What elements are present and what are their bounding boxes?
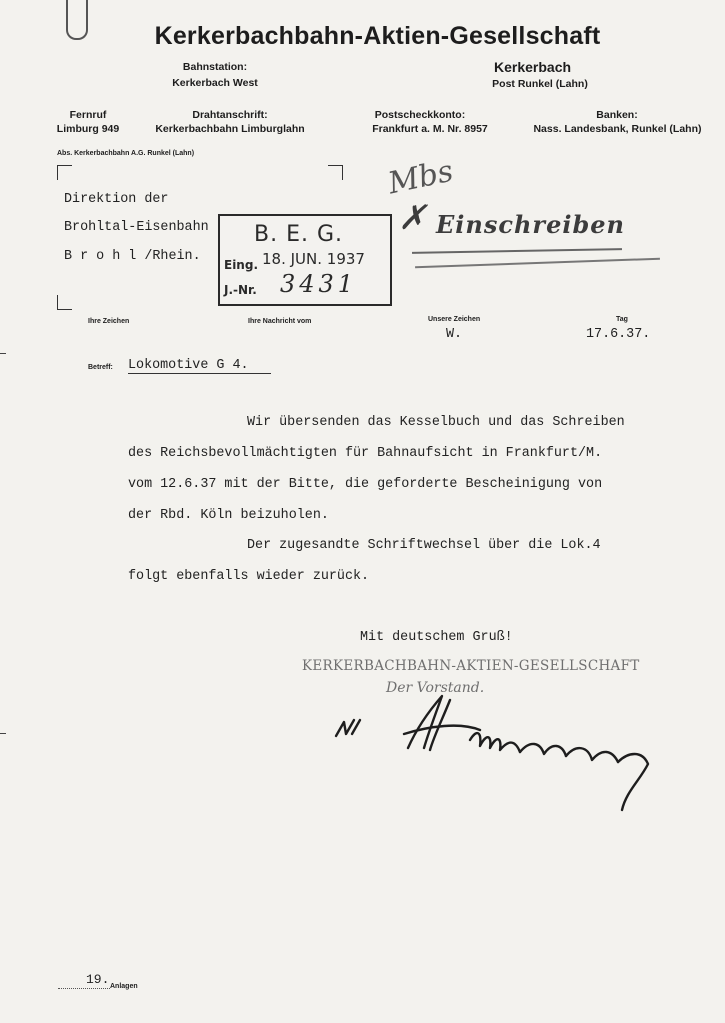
footer-anlagen: Anlagen — [110, 983, 138, 990]
board-stamp: Der Vorstand. — [386, 680, 485, 696]
tag-label: Tag — [616, 316, 628, 323]
body-p1-line2: des Reichsbevollmächtigten für Bahnaufsicht in Frankfurt/M. — [128, 446, 603, 461]
body-p1-line4: der Rbd. Köln beizuholen. — [128, 508, 329, 523]
company-name: Kerkerbachbahn-Aktien-Gesellschaft — [154, 22, 601, 50]
body-p2-line2: folgt ebenfalls wieder zurück. — [128, 569, 370, 584]
registered-underline — [412, 248, 622, 254]
unsere-zeichen-value: W. — [446, 327, 463, 342]
received-stamp — [218, 214, 392, 306]
stamp-jnr-value: 3431 — [280, 270, 358, 298]
tag-value: 17.6.37. — [586, 327, 651, 342]
margin-tick-1 — [0, 353, 6, 354]
corner-top-right — [328, 165, 343, 180]
fernruf-label: Fernruf — [69, 109, 107, 121]
station-value: Kerkerbach West — [172, 77, 258, 89]
stamp-date: 18. JUN. 1937 — [262, 250, 365, 268]
address-line-1: Direktion der — [64, 192, 169, 207]
signature — [330, 690, 660, 820]
handwritten-initials: Mbs — [385, 153, 457, 202]
company-stamp: KERKERBACHBAHN-AKTIEN-GESELLSCHAFT — [302, 658, 640, 674]
ihre-zeichen-label: Ihre Zeichen — [88, 318, 130, 325]
sender-line: Abs. Kerkerbachbahn A.G. Runkel (Lahn) — [57, 150, 195, 157]
footer-dotted-line — [58, 988, 110, 989]
subject-value: Lokomotive G 4. — [128, 358, 271, 374]
body-p2-line1: Der zugesandte Schriftwechsel über die Lok.4 — [247, 538, 601, 553]
registered-cross-mark: ✗ — [398, 198, 427, 238]
postscheck-value: Frankfurt a. M. Nr. 8957 — [372, 123, 488, 135]
closing-greeting: Mit deutschem Gruß! — [360, 630, 513, 645]
corner-bottom-left — [57, 295, 72, 310]
stamp-title: B. E. G. — [254, 222, 344, 247]
body-p1-line1: Wir übersenden das Kesselbuch und das Schreiben — [247, 415, 625, 430]
banken-label: Banken: — [596, 109, 638, 121]
ihre-nachricht-label: Ihre Nachricht vom — [248, 318, 312, 325]
subject-label: Betreff: — [88, 364, 113, 371]
post-address: Post Runkel (Lahn) — [492, 78, 588, 90]
stamp-eing-label: Eing. — [224, 258, 259, 272]
stamp-jnr-label: J.-Nr. — [224, 283, 257, 297]
body-p1-line3: vom 12.6.37 mit der Bitte, die geforderte Bescheinigung von — [128, 477, 603, 492]
draht-label: Drahtanschrift: — [192, 109, 268, 121]
registered-mark: Einschreiben — [436, 210, 625, 239]
registered-underline-2 — [415, 258, 660, 269]
margin-tick-2 — [0, 733, 6, 734]
seat-name: Kerkerbach — [494, 59, 572, 75]
footer-count: 19. — [86, 972, 110, 987]
postscheck-label: Postscheckkonto: — [374, 109, 466, 121]
fernruf-value: Limburg 949 — [56, 123, 120, 135]
draht-value: Kerkerbachbahn Limburglahn — [155, 123, 305, 135]
address-line-3: B r o h l /Rhein. — [64, 249, 201, 264]
unsere-zeichen-label: Unsere Zeichen — [428, 316, 481, 323]
address-line-2: Brohltal-Eisenbahn — [64, 220, 209, 235]
corner-top-left — [57, 165, 72, 180]
banken-value: Nass. Landesbank, Runkel (Lahn) — [533, 123, 702, 135]
station-label: Bahnstation: — [182, 61, 248, 73]
